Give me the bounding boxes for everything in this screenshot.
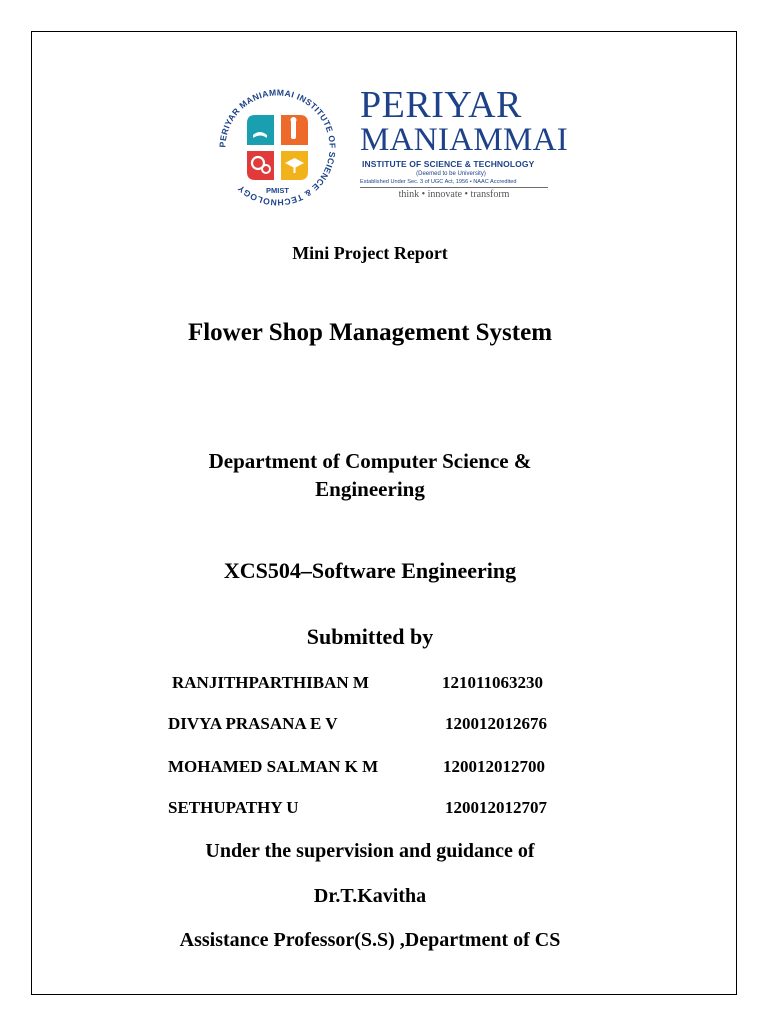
- brand-established: Established Under Sec. 3 of UGC Act, 1956 • NAAC Accredited: [360, 179, 517, 185]
- university-wordmark: [358, 84, 569, 206]
- department-line-2: Engineering: [315, 477, 425, 501]
- guide-name: Dr.T.Kavitha: [313, 885, 427, 907]
- brand-institute: INSTITUTE OF SCIENCE & TECHNOLOGY: [362, 159, 535, 169]
- submitted-by-heading: Submitted by: [306, 624, 434, 649]
- member-id: 121011063230: [442, 673, 544, 692]
- project-title: Flower Shop Management System: [187, 319, 553, 346]
- course-title: XCS504–Software Engineering: [223, 558, 517, 583]
- member-name: DIVYA PRASANA E V: [168, 714, 338, 733]
- guidance-line: Under the supervision and guidance of: [205, 840, 535, 862]
- department: [0, 447, 740, 503]
- guide-designation: Assistance Professor(S.S) ,Department of CS: [179, 929, 561, 951]
- brand-tagline: think • innovate • transform: [398, 189, 510, 200]
- university-seal-logo: [215, 85, 340, 210]
- seal-ring-text: PERIYAR MANIAMMAI INSTITUTE OF SCIENCE & TECHNOLOGY: [217, 87, 338, 208]
- brand-name-line1: PERIYAR: [360, 84, 522, 126]
- brand-name-line2: MANIAMMAI: [360, 122, 569, 158]
- member-name: MOHAMED SALMAN K M: [168, 757, 379, 776]
- member-id: 120012012700: [443, 757, 545, 776]
- member-name: SETHUPATHY U: [168, 798, 299, 817]
- member-name: RANJITHPARTHIBAN M: [172, 673, 369, 692]
- report-type: Mini Project Report: [292, 243, 448, 263]
- member-id: 120012012676: [445, 714, 547, 733]
- seal-bottom-text: PMIST: [266, 186, 289, 195]
- department-line-1: Department of Computer Science &: [208, 449, 532, 473]
- member-id: 120012012707: [445, 798, 547, 817]
- brand-divider: [360, 187, 548, 188]
- brand-deemed: (Deemed to be University): [416, 171, 486, 177]
